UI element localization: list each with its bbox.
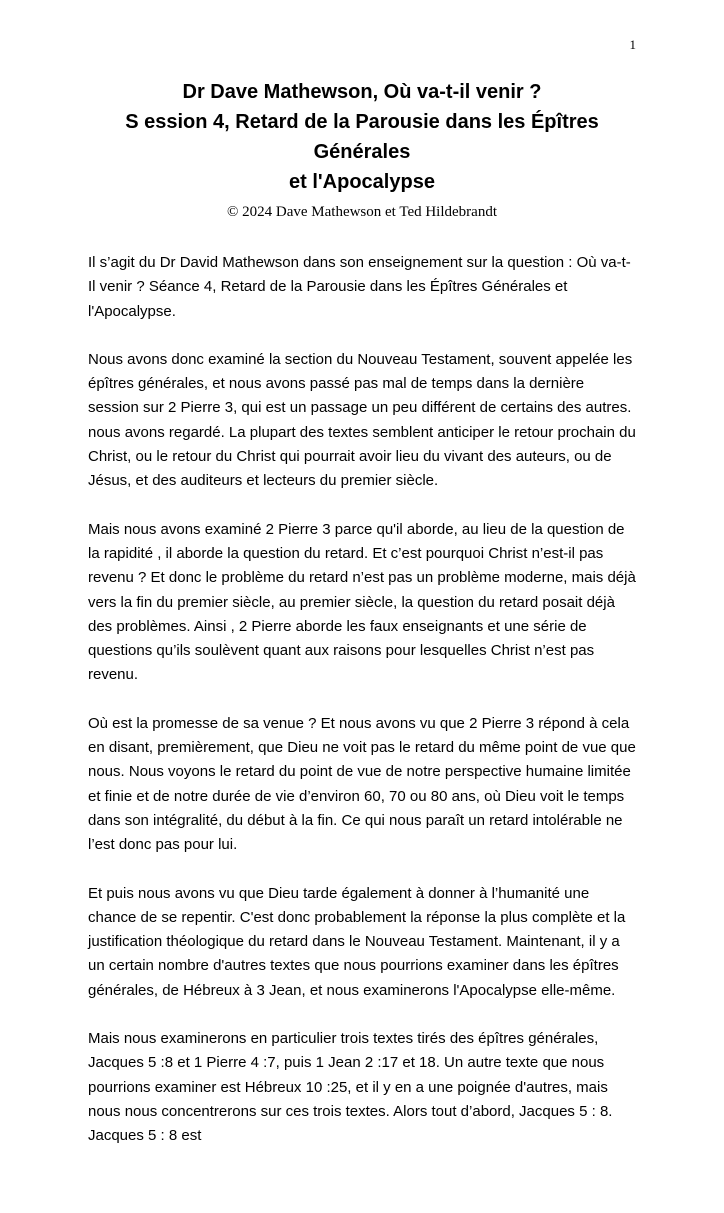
title-line-1: Dr Dave Mathewson, Où va-t-il venir ?	[182, 81, 542, 103]
document-body	[88, 251, 636, 1149]
title-line-3: et l'Apocalypse	[289, 171, 435, 193]
document-title	[88, 77, 636, 197]
paragraph: Mais nous avons examiné 2 Pierre 3 parce qu'il aborde, au lieu de la question de la rapidité , il aborde la question du retard. Et c’est pourquoi Christ n’est-il pas revenu ? Et donc le problème du retard n’est pas un problème moderne, mais déjà vers la fin du premier siècle, au premier siècle, la question du retard posait déjà des problèmes. Ainsi , 2 Pierre aborde les faux enseignants et une série de questions qu’ils soulèvent quant aux raisons pour lesquelles Christ n’est pas revenu.	[88, 520, 636, 684]
page-number: 1	[629, 37, 636, 52]
title-line-2: S ession 4, Retard de la Parousie dans les Épîtres Générales	[125, 111, 599, 163]
copyright-line: © 2024 Dave Mathewson et Ted Hildebrandt	[226, 204, 497, 220]
paragraph: Où est la promesse de sa venue ? Et nous avons vu que 2 Pierre 3 répond à cela en disant, premièrement, que Dieu ne voit pas le retard du même point de vue que nous. Nous voyons le retard du point de vue de notre perspective humaine limitée et finie et de notre durée de vie d’environ 60, 70 ou 80 ans, où Dieu voit le temps dans son intégralité, du début à la fin. Ce qui nous paraît un retard intolérable ne l’est donc pas pour lui.	[88, 714, 636, 854]
paragraph: Et puis nous avons vu que Dieu tarde également à donner à l’humanité une chance de se repentir. C'est donc probablement la réponse la plus complète et la justification théologique du retard dans le Nouveau Testament. Maintenant, il y a un certain nombre d'autres textes que nous pourrions examiner dans les épîtres générales, de Hébreux à 3 Jean, et nous examinerons l'Apocalypse elle-même.	[88, 884, 626, 999]
paragraph: Nous avons donc examiné la section du Nouveau Testament, souvent appelée les épîtres générales, et nous avons passé pas mal de temps dans la dernière session sur 2 Pierre 3, qui est un passage un peu différent de certains des autres. nous avons regardé. La plupart des textes semblent anticiper le retour prochain du Christ, ou le retour du Christ qui pourrait avoir lieu du vivant des auteurs, ou de Jésus, et des auditeurs et lecteurs du premier siècle.	[88, 350, 636, 490]
paragraph: Mais nous examinerons en particulier trois textes tirés des épîtres générales, Jacques 5 :8 et 1 Pierre 4 :7, puis 1 Jean 2 :17 et 18. Un autre texte que nous pourrions examiner est Hébreux 10 :25, et il y en a une poignée d'autres, mais nous nous concentrerons sur ces trois textes. Alors tout d’abord, Jacques 5 : 8. Jacques 5 : 8 est	[88, 1030, 613, 1145]
paragraph: Il s’agit du Dr David Mathewson dans son enseignement sur la question : Où va-t-Il venir ? Séance 4, Retard de la Parousie dans les Épîtres Générales et l'Apocalypse.	[88, 254, 631, 320]
